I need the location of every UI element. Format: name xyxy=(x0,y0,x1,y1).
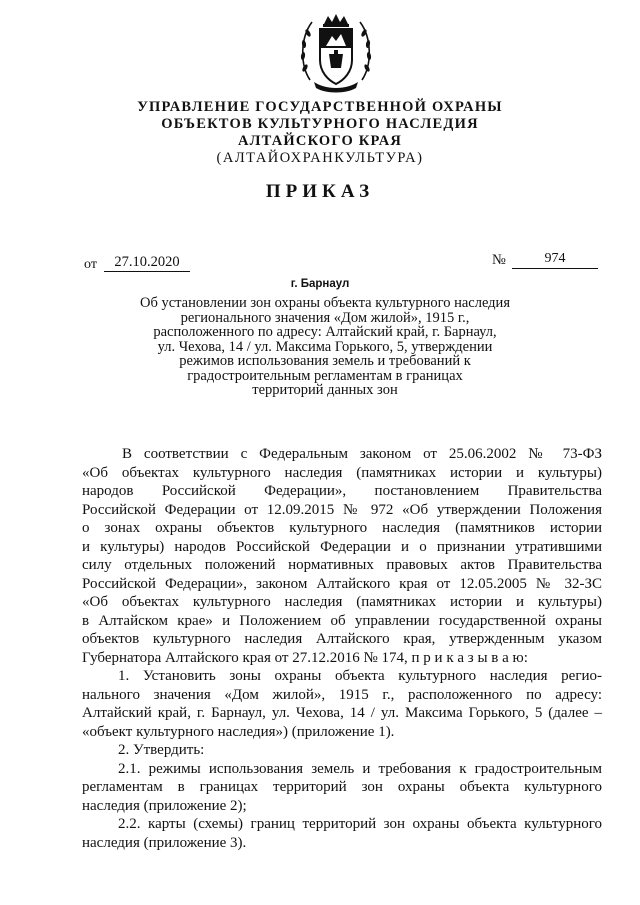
subject-line: ул. Чехова, 14 / ул. Максима Горького, 5, утверждении xyxy=(157,338,493,355)
body-line: «Об объектах культурного наследия (памятниках истории и культуры) xyxy=(82,594,602,610)
subject-line: расположенного по адресу: Алтайский край, г. Барнаул, xyxy=(153,324,497,340)
org-name-line: АЛТАЙСКОГО КРАЯ xyxy=(237,133,403,149)
body-line: Алтайский край, г. Барнаул, ул. Чехова, 14 / ул. Максима Горького, 5 (далее – xyxy=(82,705,602,721)
date-label: от xyxy=(84,257,97,272)
coat-of-arms-icon xyxy=(296,10,376,95)
body-line: народов Российской Федерации», постановлением Правительства xyxy=(82,483,602,499)
body-line: и культуры) народов Российской Федерации и о признании утратившими xyxy=(82,538,602,555)
number-value: 974 xyxy=(512,250,598,269)
subject-line: Об установлении зон охраны объекта культурного наследия xyxy=(140,295,510,311)
body-line: В соответствии с Федеральным законом от 25.06.2002 № 73-ФЗ xyxy=(122,446,602,462)
body-line: наследия (приложение 2); xyxy=(82,797,247,814)
body-line: силу отдельных положений нормативных правовых актов Правительства xyxy=(82,557,602,573)
body-line: Губернатора Алтайского края от 27.12.2016 № 174, п р и к а з ы в а ю: xyxy=(82,649,528,666)
body-line: Российской Федерации от 12.09.2015 № 972 «Об утверждении Положения xyxy=(82,501,602,518)
document-subject xyxy=(105,296,545,398)
subject-line: градостроительным регламентам в границах xyxy=(187,367,463,384)
subject-line: режимов использования земель и требований к xyxy=(179,353,471,369)
body-line: 2. Утвердить: xyxy=(118,742,205,758)
body-line: 1. Установить зоны охраны объекта культурного наследия регио- xyxy=(118,668,602,684)
body-line: объектов культурного наследия Алтайского края, утвержденным указом xyxy=(82,631,602,647)
body-line: «Об объектах культурного наследия (памятниках истории и культуры) xyxy=(82,464,602,481)
body-line: в Алтайском крае» и Положением об управлении государственной охраны xyxy=(82,612,602,629)
org-name-line: УПРАВЛЕНИЕ ГОСУДАРСТВЕННОЙ ОХРАНЫ xyxy=(137,99,503,115)
body-line: 2.1. режимы использования земель и требования к градостроительным xyxy=(118,760,602,777)
date-value: 27.10.2020 xyxy=(104,253,190,272)
body-line: Российской Федерации», законом Алтайского края от 12.05.2005 № 32-ЗС xyxy=(82,575,602,592)
body-line: нального значения «Дом жилой», 1915 г., расположенного по адресу: xyxy=(82,686,602,703)
document-body xyxy=(82,445,602,852)
org-abbreviation: (АЛТАЙОХРАНКУЛЬТУРА) xyxy=(216,150,424,166)
body-line: о зонах охраны объектов культурного наследия (памятников истории xyxy=(82,520,602,536)
org-name-line: ОБЪЕКТОВ КУЛЬТУРНОГО НАСЛЕДИЯ xyxy=(161,116,479,132)
number-label: № xyxy=(492,252,506,268)
body-line: регламентам в границах территорий зон охраны объекта культурного xyxy=(82,779,602,795)
body-line: наследия (приложение 3). xyxy=(82,834,247,851)
subject-line: регионального значения «Дом жилой», 1915 г., xyxy=(180,309,470,326)
subject-line: территорий данных зон xyxy=(252,382,398,398)
body-line: «объект культурного наследия») (приложение 1). xyxy=(82,723,395,740)
document-title: ПРИКАЗ xyxy=(265,181,375,202)
body-line: 2.2. карты (схемы) границ территорий зон охраны объекта культурного xyxy=(118,816,602,832)
city: г. Барнаул xyxy=(290,278,350,290)
